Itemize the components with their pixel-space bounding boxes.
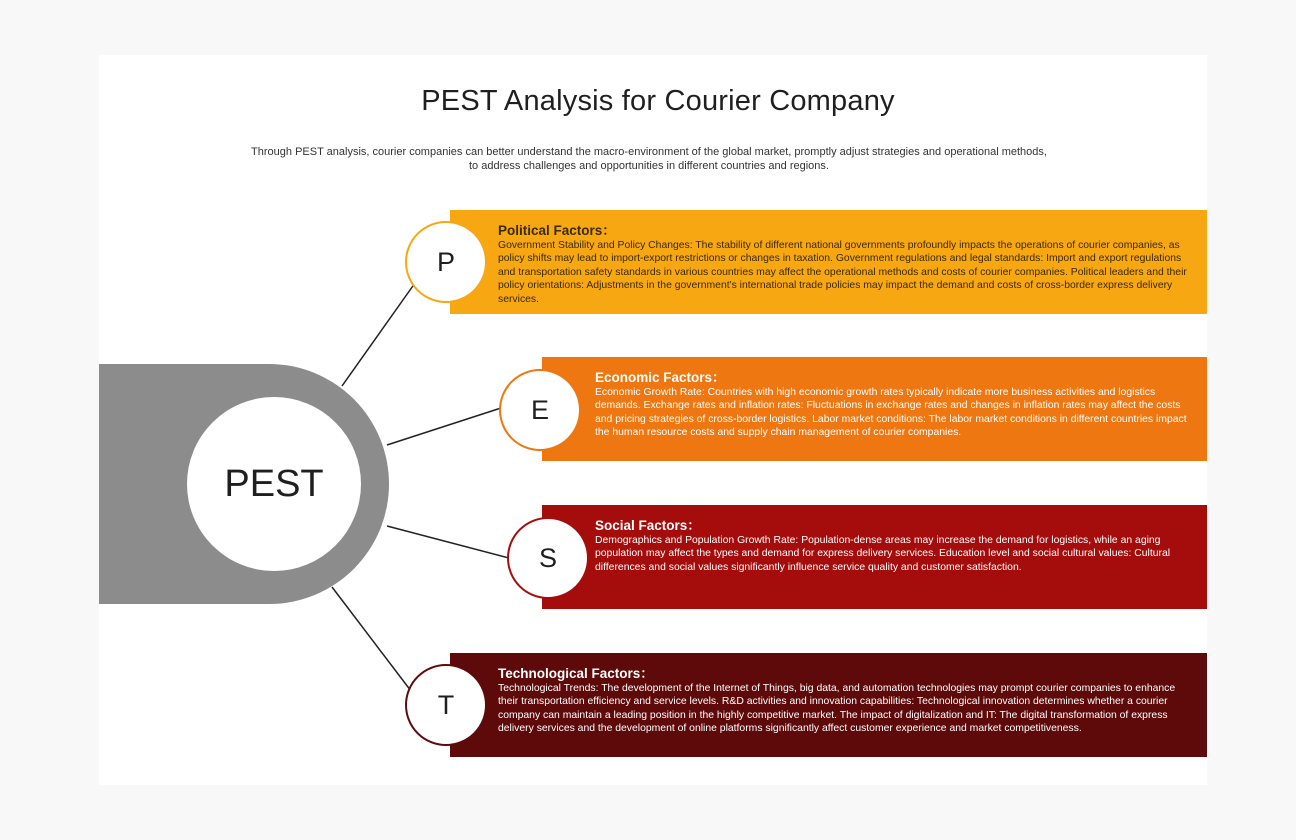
social-factors-band xyxy=(542,505,1207,609)
diagram-canvas xyxy=(99,55,1207,785)
economic-factors-heading: Economic Factors： xyxy=(595,370,726,385)
economic-factors-text: Economic Growth Rate: Countries with high economic growth rates typically indicate more business activities and logistics demands. Exchange rates and inflation rates: Fluctuations in exchange rates and changes in inflation rates may affect the costs and pricing strategies of cross-border logistics. Labor market conditions: The labor market conditions in different countries impact the human resource costs and supply chain management of courier companies. xyxy=(595,387,1187,439)
technological-factors-heading: Technological Factors： xyxy=(498,666,654,681)
social-letter-circle: S xyxy=(507,517,589,599)
connector-line-t xyxy=(332,587,411,691)
connector-line-p xyxy=(342,283,415,386)
political-factors-text: Government Stability and Policy Changes: The stability of different national governments profoundly impacts the operations of courier companies, as policy shifts may lead to import-export restrictions or changes in taxation. Government regulations and legal standards: Import and export regulations and transportation safety standards in various countries may affect the operational methods and costs of courier companies. Political leaders and their policy orientations: Adjustments in the government's international trade policies may impact the demand and costs of cross-border express delivery services. xyxy=(498,240,1187,305)
page-subtitle: Through PEST analysis, courier companies can better understand the macro-environment of the global market, promptly adjust strategies and operational methods, to address challenges and opportunities in different countries and regions. xyxy=(251,146,1047,172)
political-factors-heading: Political Factors： xyxy=(498,223,616,238)
economic-factors-band xyxy=(542,357,1207,461)
political-factors-band xyxy=(450,210,1207,314)
technological-factors-band xyxy=(450,653,1207,757)
pest-center-circle: PEST xyxy=(187,397,361,571)
political-letter-circle: P xyxy=(405,221,487,303)
connector-line-s xyxy=(387,526,509,558)
page-title: PEST Analysis for Courier Company xyxy=(421,85,895,117)
technological-factors-text: Technological Trends: The development of the Internet of Things, big data, and automation technologies may prompt courier companies to enhance their transportation efficiency and service levels. R&D activities and innovation capabilities: Technological innovation determines whether a courier company can maintain a leading position in the highly competitive market. The impact of digitalization and IT: The digital transformation of express delivery services and the development of online platforms significantly affect customer experience and market competitiveness. xyxy=(498,683,1176,735)
connector-line-e xyxy=(387,408,501,445)
economic-letter-circle: E xyxy=(499,369,581,451)
social-factors-text: Demographics and Population Growth Rate: Population-dense areas may increase the demand for logistics, while an aging population may affect the types and demand for express delivery services. Education level and social cultural values: Cultural differences and social values significantly influence service quality and customer satisfaction. xyxy=(595,535,1171,573)
social-factors-heading: Social Factors： xyxy=(595,518,701,533)
technological-letter-circle: T xyxy=(405,664,487,746)
